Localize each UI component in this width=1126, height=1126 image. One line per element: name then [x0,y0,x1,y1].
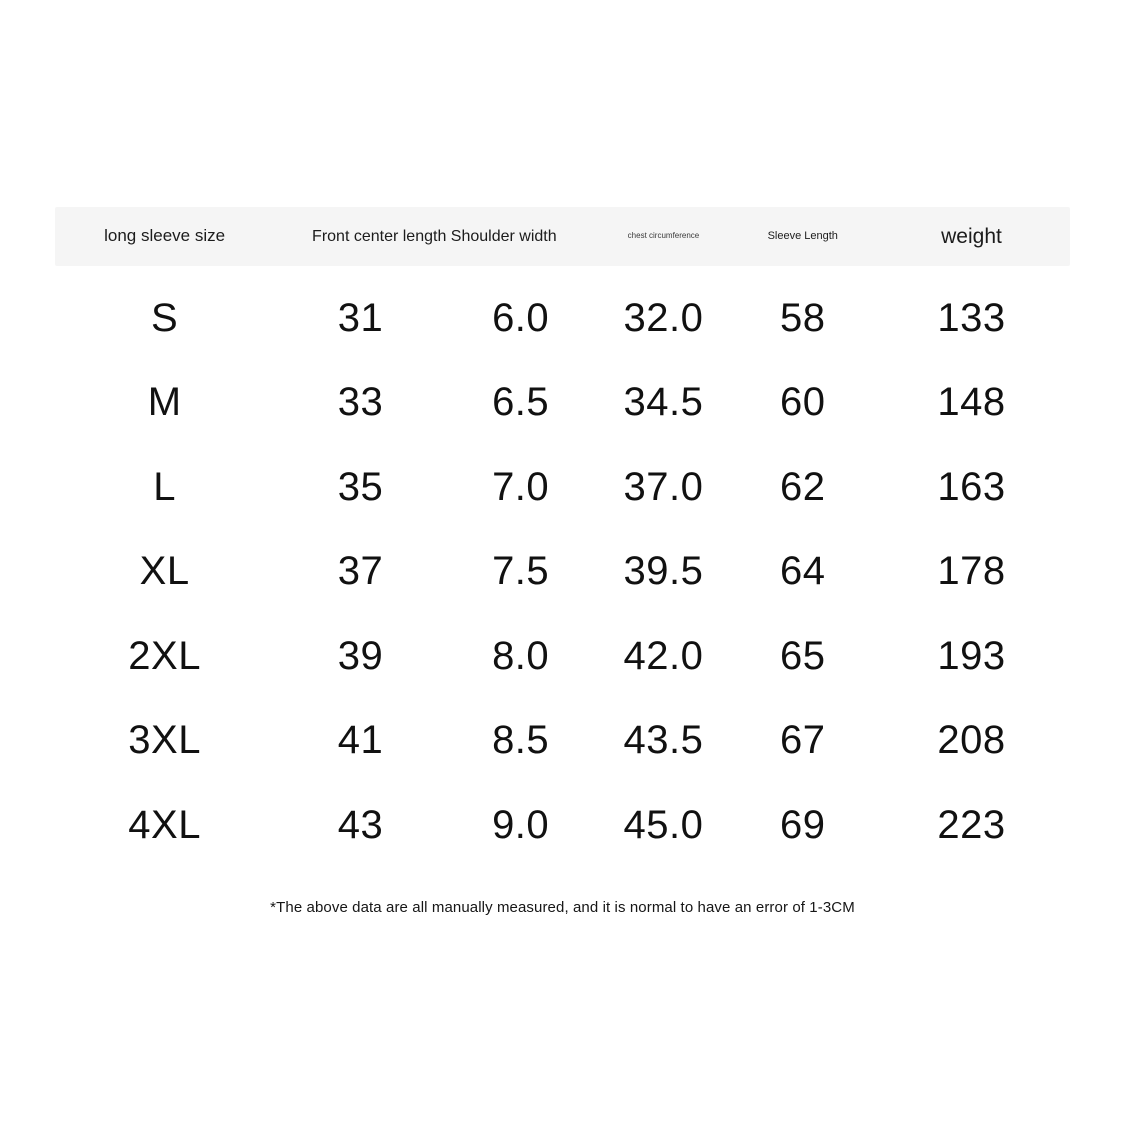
cell-shoulder-width: 9.0 [492,802,550,847]
header-long-sleeve-size: long sleeve size [104,226,226,246]
cell-chest-circumference: 42.0 [623,633,704,678]
cell-size: L [153,464,176,509]
cell-shoulder-width: 8.5 [492,718,550,763]
cell-size: 2XL [128,633,201,678]
cell-sleeve-length: 69 [780,802,826,847]
cell-shoulder-width: 6.5 [492,380,550,425]
cell-front-center-length: 35 [337,464,384,509]
cell-weight: 223 [937,802,1006,847]
table-row [55,699,1070,784]
cell-front-center-length: 33 [337,380,384,425]
cell-front-center-length: 31 [337,295,384,340]
cell-weight: 178 [937,549,1006,594]
cell-chest-circumference: 37.0 [623,464,704,509]
cell-shoulder-width: 7.0 [492,464,550,509]
cell-sleeve-length: 65 [780,633,826,678]
cell-front-center-length: 41 [337,718,384,763]
cell-front-center-length: 39 [337,633,384,678]
cell-weight: 193 [937,633,1006,678]
size-chart-header-row [55,207,1070,266]
cell-front-center-length: 43 [337,802,384,847]
cell-chest-circumference: 34.5 [623,380,704,425]
table-row [55,361,1070,446]
header-front-center-length-shoulder-width: Front center length Shoulder width [312,227,557,245]
cell-weight: 208 [937,718,1006,763]
table-row [55,276,1070,361]
cell-weight: 148 [937,380,1006,425]
table-row [55,614,1070,699]
cell-weight: 163 [937,464,1006,509]
header-sleeve-length: Sleeve Length [767,230,838,243]
table-row [55,530,1070,615]
cell-sleeve-length: 58 [780,295,826,340]
header-weight: weight [941,224,1002,248]
measurement-disclaimer: *The above data are all manually measured, and it is normal to have an error of 1-3CM [270,898,855,916]
cell-size: 3XL [128,718,201,763]
cell-shoulder-width: 6.0 [492,295,550,340]
cell-shoulder-width: 8.0 [492,633,550,678]
size-chart-body [55,276,1070,868]
cell-size: M [147,380,182,425]
cell-sleeve-length: 62 [780,464,826,509]
table-row [55,783,1070,868]
cell-weight: 133 [937,295,1006,340]
cell-chest-circumference: 43.5 [623,718,704,763]
cell-shoulder-width: 7.5 [492,549,550,594]
table-row [55,445,1070,530]
cell-size: S [151,295,179,340]
cell-chest-circumference: 45.0 [623,802,704,847]
cell-size: XL [139,549,190,594]
header-chest-circumference: chest circumference [627,231,700,241]
cell-chest-circumference: 39.5 [623,549,704,594]
cell-sleeve-length: 64 [780,549,826,594]
cell-size: 4XL [128,802,201,847]
cell-sleeve-length: 67 [780,718,826,763]
cell-sleeve-length: 60 [780,380,826,425]
cell-front-center-length: 37 [337,549,384,594]
cell-chest-circumference: 32.0 [623,295,704,340]
size-chart [55,207,1070,916]
